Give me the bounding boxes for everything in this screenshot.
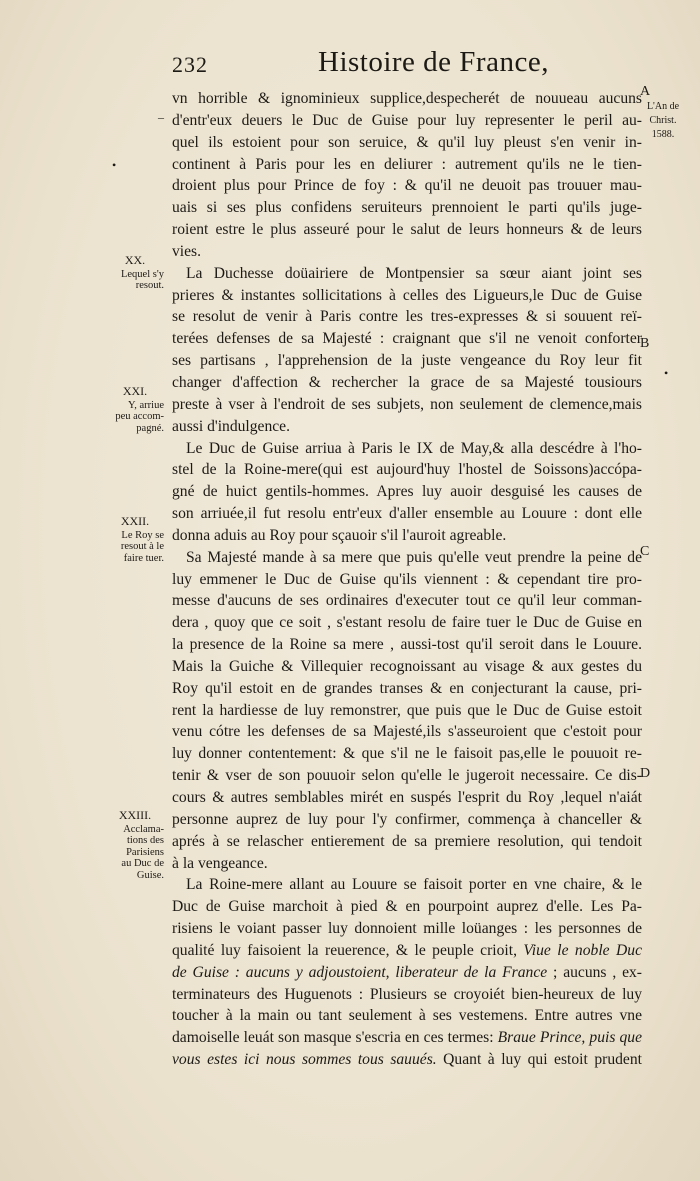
side-note-text: pagné. (136, 422, 164, 434)
text-line: prieres & instantes sollicitations à celles des Ligueurs,le Duc de Guise (172, 286, 642, 304)
text-line: vies. (172, 242, 202, 260)
edge-letter-d: D (640, 766, 651, 781)
text-line: terées defenses de sa Majesté : craignant que s'il ne venoit conforter (172, 330, 642, 348)
text-segment-italic: Viue le noble Duc (523, 941, 642, 959)
text-line: Duc de Guise marchoit à pied & en pourpoint auprez d'elle. Les Pa- (172, 898, 642, 916)
side-note-number: XXIII. (118, 808, 152, 822)
margin-dot-mark: • (664, 366, 669, 380)
text-line: Sa Majesté mande à sa mere que puis qu'elle veut prendre la peine de (186, 548, 642, 566)
side-note-text: au Duc de (121, 858, 164, 870)
side-note-text: peu accom- (115, 411, 164, 423)
text-line: preste à vser à l'endroit de ses subjets, non seulement de clemence,mais (172, 395, 642, 413)
text-line: tenir & vser de son pouuoir selon qu'elle le jugeroit necessaire. Ce dis- (172, 767, 642, 785)
side-note-text: Acclama- (123, 823, 164, 835)
text-line: changer d'affection & rechercher la grace de sa Majesté tousiours (172, 373, 642, 391)
side-note-number: XX. (124, 253, 146, 267)
text-line: La Duchesse doüairiere de Montpensier sa sœur aiant joint ses (186, 264, 642, 282)
side-note-text: Guise. (136, 869, 164, 881)
page-number: 232 (172, 52, 208, 77)
text-segment: Quant à luy qui estoit prudent (436, 1051, 642, 1069)
date-margin-note (640, 100, 686, 142)
side-note-text: Lequel s'y (120, 268, 164, 280)
text-line (172, 1027, 642, 1049)
date-note-line: Christ. (649, 115, 677, 126)
text-line: toucher à la main ou tant seulement à ses vestemens. Entre autres vne (172, 1007, 642, 1025)
text-line: uais si ses plus confidens seruiteurs prennoient le parti qu'ils juge- (172, 199, 642, 217)
text-line: Mais la Guiche & Villequier recognoissant au visage & aux gestes du (172, 657, 642, 675)
text-line: se resolut de venir à Paris contre les tres-expresses & si souuent reï- (172, 308, 642, 326)
text-line: luy donner contentement: & que s'il ne le faisoit pas,elle le pouuoit re- (172, 745, 642, 763)
text-segment: ; aucuns , ex- (547, 963, 642, 981)
text-line: personne auprez de luy pour l'y confirmer, commença à chanceller & (172, 810, 642, 828)
side-note-number: XXII. (120, 514, 150, 528)
margin-dot-mark: • (112, 158, 117, 172)
text-line: dera , quoy que ce soit , s'estant resolu de faire tuer le Duc de Guise en (172, 614, 642, 632)
side-note-text: Y, arriue (128, 399, 164, 411)
text-line: son arriuée,il fut resolu entr'eux d'aller ensemble au Louure : dont elle (172, 505, 642, 523)
text-line: la presence de la Roine sa mere , aussi-tost qu'il seroit dans le Louure. (172, 636, 642, 654)
text-line: cours & autres semblables mirét en suspés l'esprit du Roy ,lequel n'aiát (172, 789, 642, 806)
side-note-xxiii (106, 810, 164, 882)
text-line: stel de la Roine-mere(qui est aujourd'huy l'hostel de Soissons)accópa- (172, 461, 642, 479)
text-line: Roy qu'il estoit en de grandes transes & en conjecturant la cause, pri- (172, 679, 642, 697)
side-note-xxi (106, 386, 164, 434)
text-line (172, 940, 642, 962)
text-line: continent à Paris pour les en deliurer : autrement qu'ils ne le tien- (172, 155, 642, 173)
text-line: droient plus pour Prince de foy : & qu'il ne deuoit pas trouuer mau- (172, 177, 642, 195)
side-note-xxii (106, 516, 164, 564)
text-line: ses partisans , l'apprehension de la juste vengeance du Roy leur fit (172, 352, 642, 370)
side-note-text: resout. (135, 280, 164, 292)
text-segment: damoiselle leuát son masque s'escria en ces termes: (172, 1029, 498, 1047)
text-line: roient estre le plus asseuré pour le salut de leurs honneurs & de leurs (172, 221, 642, 239)
date-note-line: 1588. (651, 129, 675, 140)
text-segment: qualité luy faisoient la reuerence, & le peuple crioit, (172, 941, 524, 959)
text-line: messe d'aucuns de ses ordinaires d'executer tout ce qu'il leur comman- (172, 592, 642, 610)
text-line (172, 1049, 642, 1071)
margin-dash-mark: – (158, 110, 164, 124)
text-line: quel ils estoient pour son seruice, & qu'il luy pleust s'en venir in- (172, 133, 642, 151)
side-note-text: resout à le (120, 541, 164, 553)
main-text (172, 88, 642, 1071)
text-line (172, 962, 642, 984)
text-segment-italic: liberateur de la France (395, 963, 548, 981)
text-line: gné de huict gentils-hommes. Apres luy auoir desguisé les causes de (172, 483, 642, 501)
text-line: d'entr'eux deuers le Duc de Guise pour luy representer le peril au- (172, 111, 642, 129)
side-note-text: faire tuer. (123, 552, 164, 564)
side-note-number: XXI. (122, 384, 148, 398)
text-line: luy emmener le Duc de Guise qu'ils viennent : & cependant tire pro- (172, 570, 642, 588)
text-segment-italic: de Guise : aucuns y adjoustoient, (172, 963, 396, 981)
date-note-line: L'An de (646, 101, 680, 112)
side-note-xx (106, 255, 164, 292)
text-line: Le Duc de Guise arriua à Paris le IX de May,& alla descédre à l'ho- (186, 439, 642, 457)
page-header (172, 46, 632, 86)
text-line: La Roine-mere allant au Louure se faisoit porter en vne chaire, & le (186, 876, 642, 894)
side-note-text: Parisiens (126, 846, 164, 858)
edge-letter-c: C (640, 544, 650, 559)
text-line: terminateurs des Huguenots : Plusieurs se croyoiét bien-heureux de luy (172, 985, 642, 1003)
text-line: aprés à se relascher entierement de sa premiere resolution, qui tendoit (172, 832, 642, 850)
side-note-text: tions des (126, 835, 164, 847)
text-line: donna aduis au Roy pour sçauoir s'il l'auroit agreable. (172, 526, 507, 544)
text-line: rent la hardiesse de luy remonstrer, que puis que le Duc de Guise estoit (172, 701, 642, 719)
text-line: à la vengeance. (172, 854, 268, 872)
edge-letter-a: A (640, 84, 651, 99)
running-title: Histoire de France, (318, 46, 549, 78)
edge-letter-b: B (640, 336, 650, 351)
text-segment-italic: Braue Prince, puis que (497, 1029, 642, 1047)
side-note-text: Le Roy se (121, 529, 164, 541)
text-line: risiens le voiant passer luy donnoient mille loüanges : les personnes de (172, 920, 642, 938)
text-line: vn horrible & ignominieux supplice,despecherét de nouueau aucuns (172, 90, 642, 107)
text-segment-italic: vous estes ici nous sommes tous sauués. (172, 1051, 437, 1069)
text-line: aussi d'indulgence. (172, 417, 291, 435)
text-line: venu cótre les defenses de sa Majesté,ils s'asseuroient que c'estoit pour (172, 723, 642, 741)
